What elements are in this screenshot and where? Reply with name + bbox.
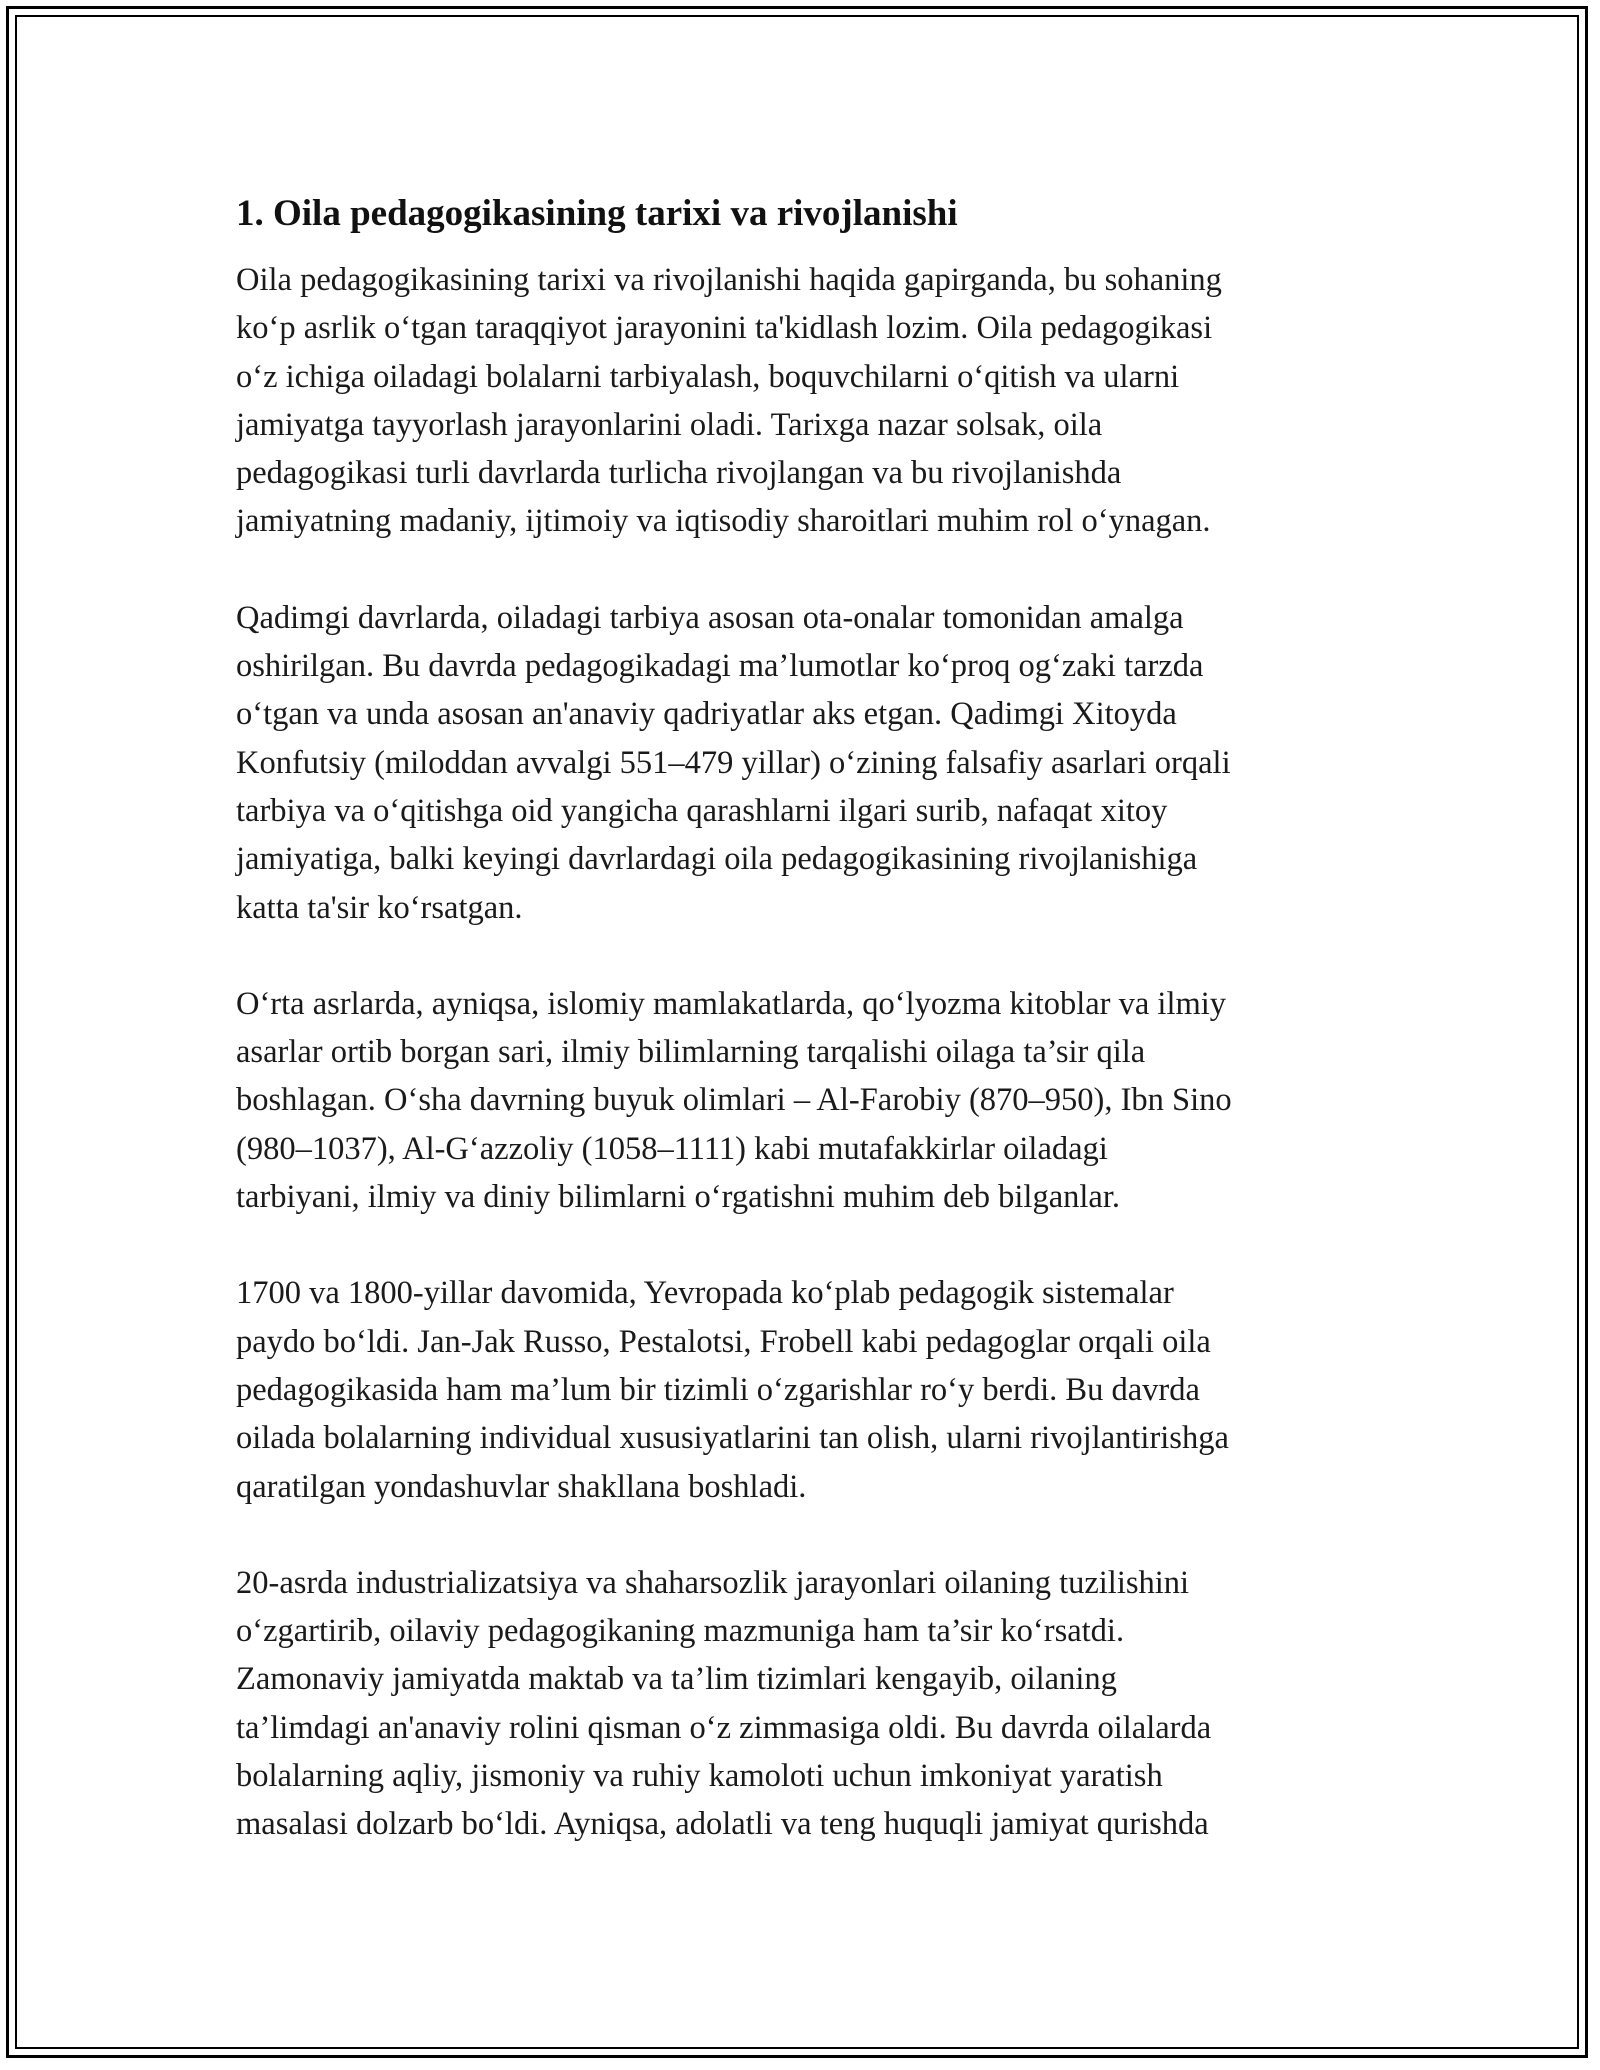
text-line: ta’limdagi an'anaviy rolini qisman o‘z zimmasiga oldi. Bu davrda oilalarda — [236, 1709, 1212, 1746]
document-body — [236, 188, 1376, 1897]
text-line: jamiyatning madaniy, ijtimoiy va iqtisodiy sharoitlari muhim rol o‘ynagan. — [236, 503, 1211, 540]
text-line: bolalarning aqliy, jismoniy va ruhiy kamoloti uchun imkoniyat yaratish — [236, 1758, 1163, 1795]
paragraph-ancient-period — [236, 594, 1376, 932]
text-line: Oila pedagogikasining tarixi va rivojlanishi haqida gapirganda, bu sohaning — [236, 262, 1222, 298]
paragraph-20th-century — [236, 1559, 1376, 1849]
text-line: jamiyatiga, balki keyingi davrlardagi oila pedagogikasining rivojlanishiga — [236, 841, 1198, 878]
text-line: ko‘p asrlik o‘tgan taraqqiyot jarayonini ta'kidlash lozim. Oila pedagogikasi — [236, 310, 1213, 347]
text-line: qaratilgan yondashuvlar shakllana boshladi. — [236, 1468, 807, 1505]
section-heading: 1. Oila pedagogikasining tarixi va rivojlanishi — [236, 193, 958, 234]
text-line: (980–1037), Al-G‘azzoliy (1058–1111) kabi mutafakkirlar oiladagi — [236, 1130, 1108, 1167]
text-line: o‘zgartirib, oilaviy pedagogikaning mazmuniga ham ta’sir ko‘rsatdi. — [236, 1613, 1125, 1650]
text-line: pedagogikasi turli davrlarda turlicha rivojlangan va bu rivojlanishda — [236, 455, 1122, 492]
text-line: paydo bo‘ldi. Jan-Jak Russo, Pestalotsi, Frobell kabi pedagoglar orqali oila — [236, 1323, 1211, 1360]
text-line: pedagogikasida ham ma’lum bir tizimli o‘zgarishlar ro‘y berdi. Bu davrda — [236, 1371, 1200, 1408]
text-line: oshirilgan. Bu davrda pedagogikadagi ma’lumotlar ko‘proq og‘zaki tarzda — [236, 648, 1204, 685]
text-line: Qadimgi davrlarda, oiladagi tarbiya asosan ota-onalar tomonidan amalga — [236, 599, 1184, 636]
text-line: o‘z ichiga oiladagi bolalarni tarbiyalash, boquvchilarni o‘qitish va ularni — [236, 358, 1180, 395]
text-line: boshlagan. O‘sha davrning buyuk olimlari – Al-Farobiy (870–950), Ibn Sino — [236, 1082, 1232, 1119]
text-line: Konfutsiy (miloddan avvalgi 551–479 yillar) o‘zining falsafiy asarlari orqali — [236, 744, 1231, 781]
text-line: o‘tgan va unda asosan an'anaviy qadriyatlar aks etgan. Qadimgi Xitoyda — [236, 696, 1177, 733]
text-line: O‘rta asrlarda, ayniqsa, islomiy mamlakatlarda, qo‘lyozma kitoblar va ilmiy — [236, 985, 1227, 1022]
text-line: 20-asrda industrializatsiya va shaharsozlik jarayonlari oilaning tuzilishini — [236, 1564, 1190, 1601]
text-line: tarbiyani, ilmiy va diniy bilimlarni o‘rgatishni muhim deb bilganlar. — [236, 1179, 1120, 1216]
text-line: masalasi dolzarb bo‘ldi. Ayniqsa, adolatli va teng huquqli jamiyat qurishda — [236, 1806, 1209, 1843]
text-line: tarbiya va o‘qitishga oid yangicha qarashlarni ilgari surib, nafaqat xitoy — [236, 792, 1168, 829]
paragraph-history-intro — [236, 256, 1376, 546]
paragraph-18th-19th-century — [236, 1269, 1376, 1510]
paragraph-middle-ages — [236, 980, 1376, 1221]
text-line: 1700 va 1800-yillar davomida, Yevropada ko‘plab pedagogik sistemalar — [236, 1275, 1174, 1312]
text-line: jamiyatga tayyorlash jarayonlarini oladi. Tarixga nazar solsak, oila — [236, 406, 1103, 443]
text-line: oilada bolalarning individual xususiyatlarini tan olish, ularni rivojlantirishga — [236, 1420, 1229, 1457]
text-line: asarlar ortib borgan sari, ilmiy bilimlarning tarqalishi oilaga ta’sir qila — [236, 1034, 1146, 1071]
text-line: katta ta'sir ko‘rsatgan. — [236, 889, 523, 926]
text-line: Zamonaviy jamiyatda maktab va ta’lim tizimlari kengayib, oilaning — [236, 1661, 1117, 1698]
